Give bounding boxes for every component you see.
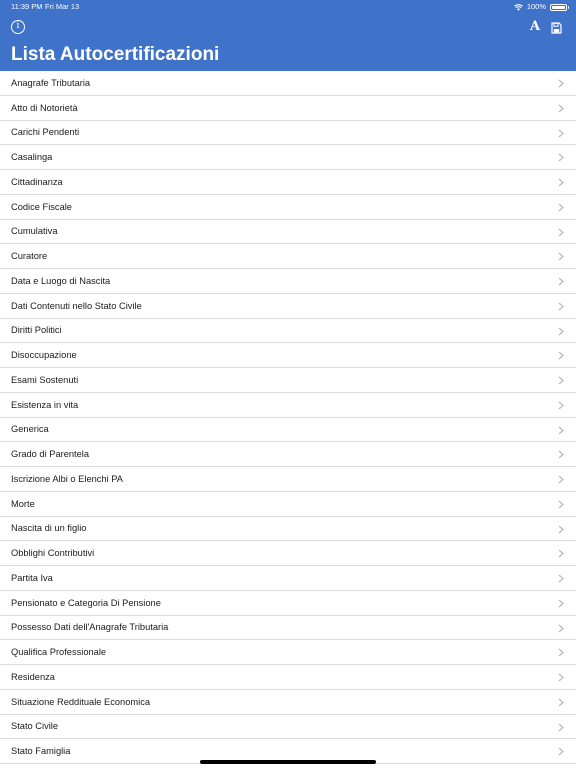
status-date: Fri Mar 13 (45, 2, 80, 11)
navigation-header (0, 0, 576, 71)
list-item[interactable] (0, 541, 576, 566)
chevron-right-icon (558, 475, 564, 484)
list-item-label: Curatore (11, 251, 48, 262)
chevron-right-icon (558, 178, 564, 187)
list-item[interactable] (0, 492, 576, 517)
font-size-button[interactable] (528, 18, 542, 36)
chevron-right-icon (558, 302, 564, 311)
list-item[interactable] (0, 517, 576, 542)
list-item-label: Cumulativa (11, 226, 58, 237)
info-button[interactable] (11, 20, 25, 34)
list-item[interactable] (0, 640, 576, 665)
chevron-right-icon (558, 228, 564, 237)
chevron-right-icon (558, 624, 564, 633)
chevron-right-icon (558, 426, 564, 435)
info-icon: i (16, 21, 20, 31)
save-button[interactable] (551, 21, 562, 33)
chevron-right-icon (558, 747, 564, 756)
list-item[interactable] (0, 665, 576, 690)
list-item-label: Iscrizione Albi o Elenchi PA (11, 473, 123, 484)
list-item[interactable] (0, 319, 576, 344)
chevron-right-icon (558, 277, 564, 286)
list-item-label: Casalinga (11, 152, 53, 163)
list-item[interactable] (0, 195, 576, 220)
list-item[interactable] (0, 467, 576, 492)
list-item-label: Anagrafe Tributaria (11, 77, 91, 88)
list-item-label: Disoccupazione (11, 350, 77, 361)
list-item[interactable] (0, 715, 576, 740)
status-time: 11:39 PM (11, 2, 43, 11)
list-item-label: Esistenza in vita (11, 399, 79, 410)
certificate-list (0, 71, 576, 764)
list-item[interactable] (0, 71, 576, 96)
list-item[interactable] (0, 690, 576, 715)
list-item-label: Nascita di un figlio (11, 523, 87, 534)
chevron-right-icon (558, 351, 564, 360)
chevron-right-icon (558, 104, 564, 113)
list-item-label: Situazione Reddituale Economica (11, 696, 151, 707)
battery-icon (550, 4, 567, 11)
list-item[interactable] (0, 170, 576, 195)
chevron-right-icon (558, 698, 564, 707)
battery-percentage: 100% (526, 2, 546, 11)
list-item[interactable] (0, 343, 576, 368)
list-item[interactable] (0, 244, 576, 269)
chevron-right-icon (558, 525, 564, 534)
page-title: Lista Autocertificazioni (11, 44, 220, 65)
list-item-label: Obblighi Contributivi (11, 548, 95, 559)
list-item-label: Dati Contenuti nello Stato Civile (11, 300, 142, 311)
chevron-right-icon (558, 574, 564, 583)
list-item-label: Grado di Parentela (11, 449, 90, 460)
list-item[interactable] (0, 418, 576, 443)
chevron-right-icon (558, 500, 564, 509)
list-item-label: Data e Luogo di Nascita (11, 275, 111, 286)
chevron-right-icon (558, 252, 564, 261)
list-item[interactable] (0, 145, 576, 170)
chevron-right-icon (558, 79, 564, 88)
list-item[interactable] (0, 96, 576, 121)
list-item-label: Stato Famiglia (11, 746, 71, 757)
list-item[interactable] (0, 442, 576, 467)
list-item[interactable] (0, 393, 576, 418)
save-icon (551, 22, 562, 34)
list-item-label: Residenza (11, 671, 55, 682)
list-item[interactable] (0, 121, 576, 146)
chevron-right-icon (558, 153, 564, 162)
list-item[interactable] (0, 269, 576, 294)
list-item[interactable] (0, 220, 576, 245)
list-item-label: Morte (11, 498, 35, 509)
list-item-label: Pensionato e Categoria Di Pensione (11, 597, 161, 608)
chevron-right-icon (558, 327, 564, 336)
chevron-right-icon (558, 129, 564, 138)
chevron-right-icon (558, 549, 564, 558)
list-item[interactable] (0, 566, 576, 591)
battery-level (552, 6, 565, 9)
list-item-label: Stato Civile (11, 721, 59, 732)
list-item-label: Diritti Politici (11, 325, 62, 336)
list-item[interactable] (0, 591, 576, 616)
font-icon: A (529, 19, 541, 34)
chevron-right-icon (558, 203, 564, 212)
list-item-label: Qualifica Professionale (11, 647, 107, 658)
chevron-right-icon (558, 401, 564, 410)
chevron-right-icon (558, 450, 564, 459)
chevron-right-icon (558, 376, 564, 385)
list-item-label: Atto di Notorietà (11, 102, 78, 113)
wifi-icon (514, 4, 523, 11)
status-bar (0, 0, 576, 14)
list-item-label: Possesso Dati dell'Anagrafe Tributaria (11, 622, 169, 633)
list-item[interactable] (0, 368, 576, 393)
chevron-right-icon (558, 648, 564, 657)
chevron-right-icon (558, 599, 564, 608)
list-item-label: Generica (11, 424, 49, 435)
list-item-label: Cittadinanza (11, 176, 63, 187)
list-item-label: Esami Sostenuti (11, 374, 79, 385)
list-item-label: Codice Fiscale (11, 201, 72, 212)
list-item-label: Partita Iva (11, 572, 53, 583)
list-item[interactable] (0, 294, 576, 319)
list-item[interactable] (0, 616, 576, 641)
chevron-right-icon (558, 673, 564, 682)
home-indicator[interactable] (200, 760, 376, 764)
list-item-label: Carichi Pendenti (11, 127, 80, 138)
chevron-right-icon (558, 723, 564, 732)
status-indicators (514, 0, 567, 14)
